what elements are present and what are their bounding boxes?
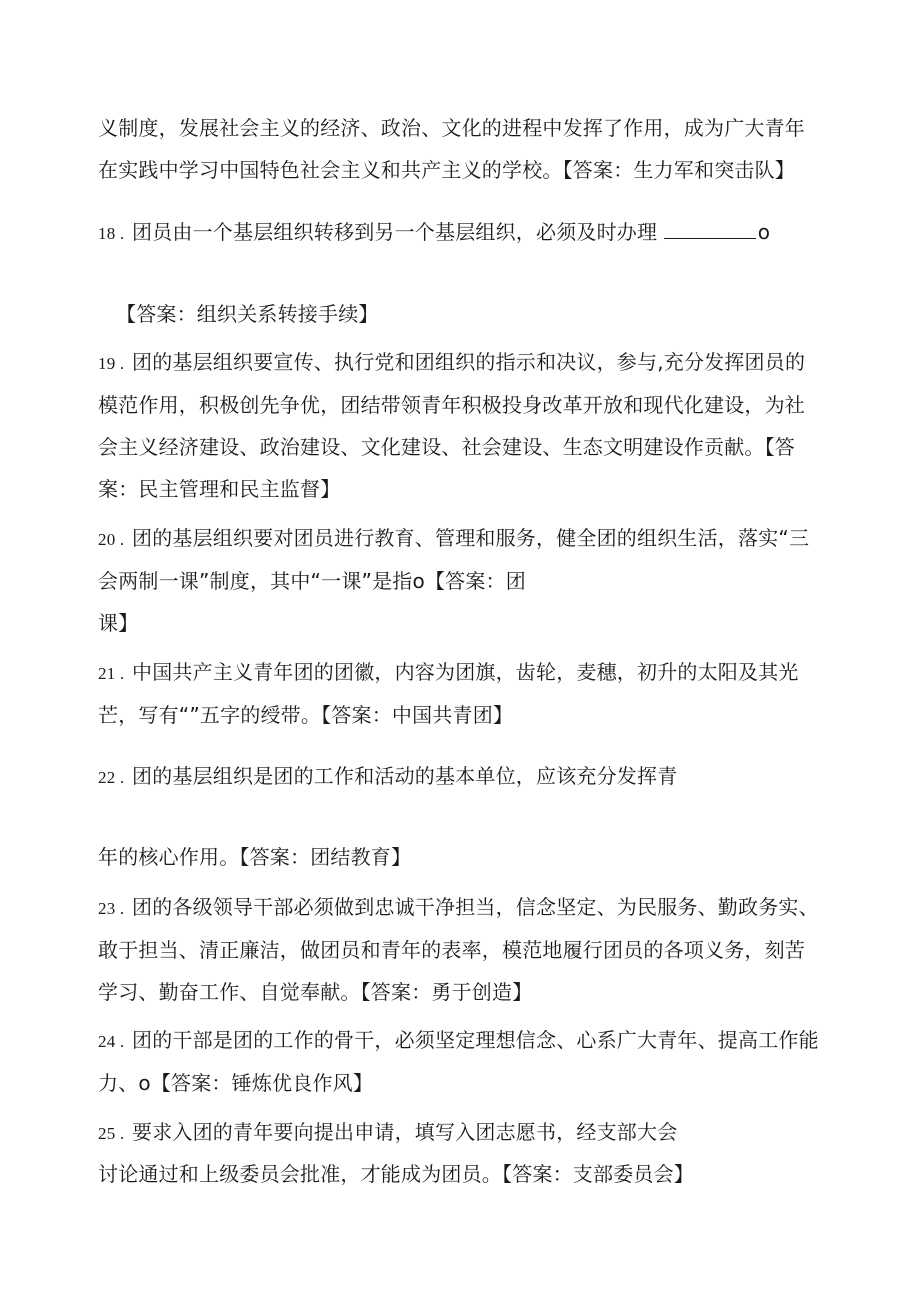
question-number: 19 .: [98, 354, 125, 373]
question-number: 24 .: [98, 1032, 125, 1051]
question-text: 中国共产主义青年团的团徽，内容为团旗，齿轮，麦穗，初升的太阳及其光: [132, 660, 799, 684]
question-end-mark: o: [757, 220, 771, 244]
text-line: 讨论通过和上级委员会批准，才能成为团员。【答案：支部委员会】: [98, 1162, 694, 1186]
text-line: 年的核心作用。【答案：团结教育】: [98, 845, 412, 869]
answer-blank: [664, 220, 756, 239]
text-line: 芒，写有“”五字的绶带。【答案：中国共青团】: [98, 703, 514, 727]
text-line: 力、o【答案：锤炼优良作风】: [98, 1071, 374, 1095]
text-line: 案：民主管理和民主监督】: [98, 477, 341, 501]
question-text: 团的基层组织是团的工作和活动的基本单位，应该充分发挥青: [132, 764, 678, 788]
question-23: [98, 895, 819, 921]
question-18: [98, 220, 770, 246]
text-line: 学习、勤奋工作、自觉奉献。【答案：勇于创造】: [98, 980, 533, 1004]
text-line: 义制度，发展社会主义的经济、政治、文化的进程中发挥了作用，成为广大青年: [98, 116, 805, 140]
question-text: 团的基层组织要对团员进行教育、管理和服务，健全团的组织生活，落实“三: [132, 526, 810, 550]
question-number: 23 .: [98, 899, 125, 918]
question-text: 团的基层组织要宣传、执行党和团组织的指示和决议，参与,充分发挥团员的: [132, 350, 806, 374]
question-text: 团的各级领导干部必须做到忠诚干净担当，信念坚定、为民服务、勤政务实、: [132, 895, 819, 919]
question-24: [98, 1028, 819, 1054]
question-text: 要求入团的青年要向提出申请，填写入团志愿书，经支部大会: [132, 1120, 678, 1144]
question-number: 21 .: [98, 664, 125, 683]
question-22: [98, 764, 677, 790]
question-25: [98, 1120, 677, 1146]
question-number: 25 .: [98, 1124, 125, 1143]
text-line: 课】: [98, 611, 139, 635]
question-number: 18 .: [98, 224, 125, 243]
question-text: 团的干部是团的工作的骨干，必须坚定理想信念、心系广大青年、提高工作能: [132, 1028, 819, 1052]
question-text: 团员由一个基层组织转移到另一个基层组织，必须及时办理: [132, 220, 658, 244]
text-line: 会主义经济建设、政治建设、文化建设、社会建设、生态文明建设作贡献。【答: [98, 435, 795, 459]
question-number: 22 .: [98, 768, 125, 787]
text-line: 模范作用，积极创先争优，团结带领青年积极投身改革开放和现代化建设，为社: [98, 393, 805, 417]
text-line: 会两制一课”制度，其中“一课”是指o【答案：团: [98, 569, 526, 593]
text-line: 敢于担当、清正廉洁，做团员和青年的表率，模范地履行团员的各项义务，刻苦: [98, 938, 805, 962]
question-number: 20 .: [98, 530, 125, 549]
answer-line: 【答案：组织关系转接手续】: [116, 302, 379, 326]
question-19: [98, 350, 805, 376]
question-21: [98, 660, 799, 686]
question-20: [98, 526, 809, 552]
text-line: 在实践中学习中国特色社会主义和共产主义的学校。【答案：生力军和突击队】: [98, 158, 795, 182]
